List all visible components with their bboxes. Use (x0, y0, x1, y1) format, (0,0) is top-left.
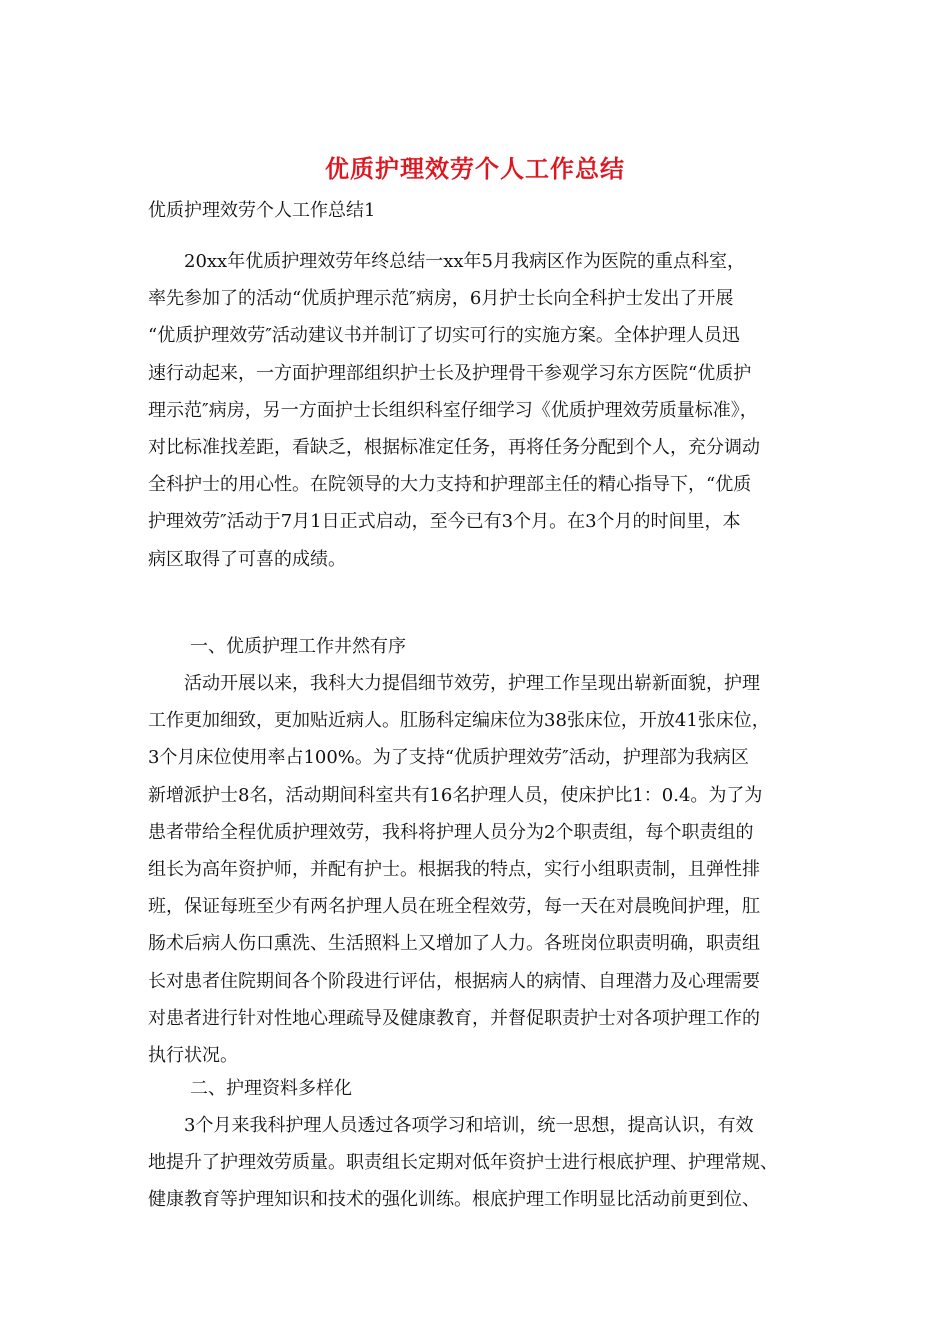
paragraph-section-2 (148, 1107, 814, 1219)
paragraph-line: 执行状况。 (148, 1044, 238, 1066)
paragraph-line: 患者带给全程优质护理效劳，我科将护理人员分为2个职责组，每个职责组的 (148, 821, 754, 843)
document-subtitle: 优质护理效劳个人工作总结1 (148, 200, 376, 221)
paragraph-line: 健康教育等护理知识和技术的强化训练。根底护理工作明显比活动前更到位、 (148, 1189, 760, 1211)
paragraph-line: 地提升了护理效劳质量。职责组长定期对低年资护士进行根底护理、护理常规、 (148, 1152, 778, 1174)
paragraph-line: 病区取得了可喜的成绩。 (148, 548, 346, 570)
paragraph-line: 肠术后病人伤口熏洗、生活照料上又增加了人力。各班岗位职责明确，职责组 (148, 933, 760, 955)
paragraph-line: 对比标准找差距，看缺乏，根据标准定任务，再将任务分配到个人，充分调动 (148, 436, 760, 458)
paragraph-line: 活动开展以来，我科大力提倡细节效劳，护理工作呈现出崭新面貌，护理 (148, 673, 760, 694)
paragraph-intro (148, 243, 814, 578)
section-heading-1: 一、优质护理工作井然有序 (190, 636, 406, 657)
document-title: 优质护理效劳个人工作总结 (325, 154, 625, 183)
paragraph-line: 全科护士的用心性。在院领导的大力支持和护理部主任的精心指导下，“优质 (148, 474, 752, 496)
paragraph-section-1 (148, 665, 814, 1074)
paragraph-line: 理示范″病房，另一方面护士长组织科室仔细学习《优质护理效劳质量标准》， (148, 399, 758, 421)
paragraph-line: “优质护理效劳″活动建议书并制订了切实可行的实施方案。全体护理人员迅 (148, 325, 740, 347)
paragraph-line: 20xx年优质护理效劳年终总结一xx年5月我病区作为医院的重点科室， (148, 251, 745, 272)
paragraph-line: 班，保证每班至少有两名护理人员在班全程效劳，每一天在对晨晚间护理，肛 (148, 896, 760, 918)
section-heading-2: 二、护理资料多样化 (190, 1078, 352, 1099)
paragraph-line: 工作更加细致，更加贴近病人。肛肠科定编床位为38张床位，开放41张床位， (148, 710, 770, 732)
paragraph-line: 护理效劳″活动于7月1日正式启动，至今已有3个月。在3个月的时间里，本 (148, 511, 741, 533)
paragraph-line: 率先参加了的活动“优质护理示范″病房，6月护士长向全科护士发出了开展 (148, 288, 734, 310)
paragraph-line: 3个月床位使用率占100%。为了支持“优质护理效劳″活动，护理部为我病区 (148, 747, 749, 769)
paragraph-line: 组长为高年资护师，并配有护士。根据我的特点，实行小组职责制，且弹性排 (148, 858, 760, 880)
paragraph-line: 3个月来我科护理人员透过各项学习和培训，统一思想，提高认识，有效 (148, 1115, 754, 1136)
paragraph-line: 对患者进行针对性地心理疏导及健康教育，并督促职责护士对各项护理工作的 (148, 1007, 760, 1029)
paragraph-line: 新增派护士8名，活动期间科室共有16名护理人员，使床护比1：0.4。为了为 (148, 784, 763, 806)
paragraph-line: 长对患者住院期间各个阶段进行评估，根据病人的病情、自理潜力及心理需要 (148, 970, 760, 992)
paragraph-line: 速行动起来，一方面护理部组织护士长及护理骨干参观学习东方医院“优质护 (148, 362, 752, 384)
